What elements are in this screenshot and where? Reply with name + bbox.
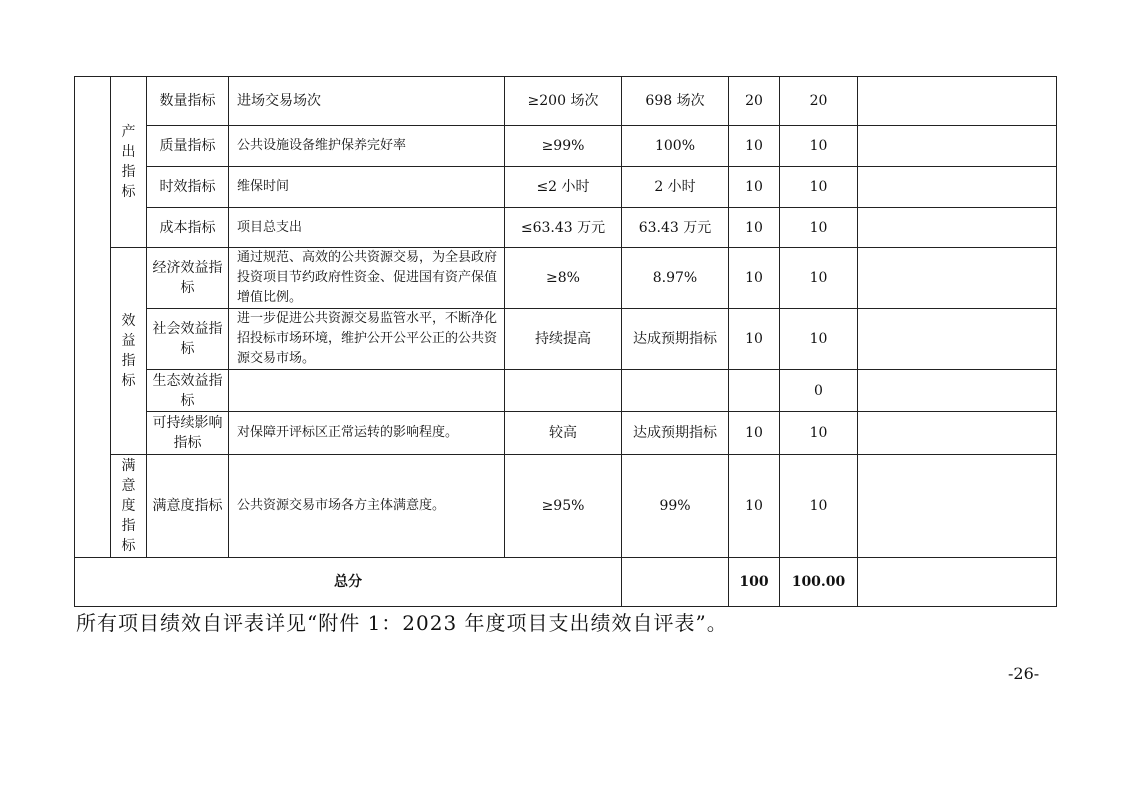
target-value: ≥8% (505, 248, 622, 309)
score-value: 10 (780, 309, 858, 370)
table-row (75, 309, 1057, 370)
remark-cell (858, 455, 1057, 558)
total-label: 总分 (75, 558, 622, 607)
indicator-name: 成本指标 (147, 208, 229, 248)
indicator-content: 公共资源交易市场各方主体满意度。 (229, 455, 505, 558)
target-value: ≤2 小时 (505, 167, 622, 208)
table-row (75, 208, 1057, 248)
table-row (75, 126, 1057, 167)
remark-cell (858, 126, 1057, 167)
remark-cell (858, 370, 1057, 412)
category-satisfaction: 满 意 度 指 标 (111, 455, 147, 558)
weight-value: 10 (729, 412, 780, 455)
total-blank-cell (622, 558, 729, 607)
target-value: 持续提高 (505, 309, 622, 370)
indicator-name: 质量指标 (147, 126, 229, 167)
score-value: 10 (780, 167, 858, 208)
actual-value: 达成预期指标 (622, 412, 729, 455)
target-value: ≥200 场次 (505, 77, 622, 126)
weight-value: 10 (729, 208, 780, 248)
total-score: 100.00 (780, 558, 858, 607)
score-value: 10 (780, 248, 858, 309)
weight-value: 10 (729, 167, 780, 208)
actual-value: 100% (622, 126, 729, 167)
performance-table (74, 76, 1057, 607)
weight-value (729, 370, 780, 412)
weight-value: 10 (729, 126, 780, 167)
table-row (75, 248, 1057, 309)
category-benefit: 效 益 指 标 (111, 248, 147, 455)
score-value: 10 (780, 412, 858, 455)
score-value: 20 (780, 77, 858, 126)
remark-cell (858, 77, 1057, 126)
weight-value: 10 (729, 455, 780, 558)
remark-cell (858, 412, 1057, 455)
indicator-content: 项目总支出 (229, 208, 505, 248)
remark-cell (858, 248, 1057, 309)
table-row (75, 167, 1057, 208)
remark-cell (858, 208, 1057, 248)
indicator-content: 公共设施设备维护保养完好率 (229, 126, 505, 167)
score-value: 10 (780, 455, 858, 558)
score-value: 0 (780, 370, 858, 412)
actual-value: 8.97% (622, 248, 729, 309)
category-output: 产 出 指 标 (111, 77, 147, 248)
indicator-name: 满意度指标 (147, 455, 229, 558)
indicator-content: 对保障开评标区正常运转的影响程度。 (229, 412, 505, 455)
indicator-name: 时效指标 (147, 167, 229, 208)
indicator-content (229, 370, 505, 412)
page-number: -26- (1008, 664, 1040, 683)
target-value: 较高 (505, 412, 622, 455)
actual-value: 63.43 万元 (622, 208, 729, 248)
table-row (75, 412, 1057, 455)
indicator-name: 社会效益指标 (147, 309, 229, 370)
indicator-name: 可持续影响指标 (147, 412, 229, 455)
indicator-name: 数量指标 (147, 77, 229, 126)
total-weight: 100 (729, 558, 780, 607)
first-level-cell (75, 77, 111, 558)
target-value (505, 370, 622, 412)
indicator-content: 通过规范、高效的公共资源交易，为全县政府投资项目节约政府性资金、促进国有资产保值增值比例。 (229, 248, 505, 309)
table-row (75, 455, 1057, 558)
weight-value: 10 (729, 248, 780, 309)
remark-cell (858, 309, 1057, 370)
attachment-note: 所有项目绩效自评表详见“附件 1：2023 年度项目支出绩效自评表”。 (76, 611, 728, 635)
indicator-name: 经济效益指标 (147, 248, 229, 309)
table-row (75, 370, 1057, 412)
indicator-content: 进场交易场次 (229, 77, 505, 126)
indicator-content: 进一步促进公共资源交易监管水平，不断净化招投标市场环境，维护公开公平公正的公共资源交易市场。 (229, 309, 505, 370)
table-row (75, 77, 1057, 126)
total-row (75, 558, 1057, 607)
score-value: 10 (780, 126, 858, 167)
target-value: ≥95% (505, 455, 622, 558)
actual-value: 达成预期指标 (622, 309, 729, 370)
total-remark-cell (858, 558, 1057, 607)
actual-value: 2 小时 (622, 167, 729, 208)
actual-value: 99% (622, 455, 729, 558)
remark-cell (858, 167, 1057, 208)
score-value: 10 (780, 208, 858, 248)
target-value: ≥99% (505, 126, 622, 167)
indicator-content: 维保时间 (229, 167, 505, 208)
actual-value: 698 场次 (622, 77, 729, 126)
weight-value: 10 (729, 309, 780, 370)
target-value: ≤63.43 万元 (505, 208, 622, 248)
weight-value: 20 (729, 77, 780, 126)
indicator-name: 生态效益指标 (147, 370, 229, 412)
actual-value (622, 370, 729, 412)
